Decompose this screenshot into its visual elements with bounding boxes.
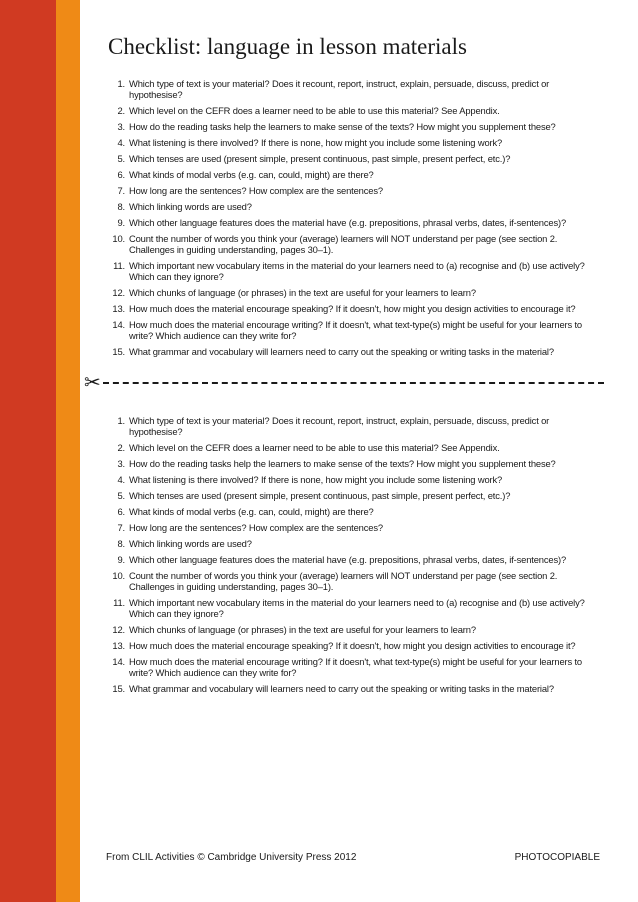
- checklist-item: [104, 105, 604, 116]
- item-number: 6.: [117, 169, 125, 180]
- item-text: Which level on the CEFR does a learner need to be able to use this material? See Appendix.: [129, 105, 500, 116]
- checklist-item: [104, 78, 604, 100]
- item-number: 7.: [117, 522, 125, 533]
- checklist-item: [104, 538, 604, 549]
- item-number: 7.: [117, 185, 125, 196]
- checklist-item: [104, 490, 604, 501]
- item-text: How much does the material encourage writing? If it doesn't, what text-type(s) might be useful for your learners to write? Which audience can they write for?: [129, 656, 582, 678]
- checklist-item: [104, 597, 604, 619]
- dashed-cut-line: [103, 382, 604, 384]
- footer-photocopiable: PHOTOCOPIABLE: [514, 852, 600, 863]
- checklist-item: [104, 303, 604, 314]
- item-number: 5.: [117, 153, 125, 164]
- checklist-item: [104, 506, 604, 517]
- item-text: What kinds of modal verbs (e.g. can, could, might) are there?: [129, 169, 374, 180]
- item-text: Which tenses are used (present simple, present continuous, past simple, present perfect, etc.)?: [129, 153, 511, 164]
- checklist-item: [104, 458, 604, 469]
- item-number: 4.: [117, 137, 125, 148]
- item-number: 14.: [112, 319, 125, 330]
- item-number: 12.: [112, 287, 125, 298]
- checklist-item: [104, 260, 604, 282]
- item-number: 14.: [112, 656, 125, 667]
- checklist-bottom: [104, 415, 604, 699]
- item-text: How do the reading tasks help the learners to make sense of the texts? How might you supplement these?: [129, 458, 556, 469]
- item-text: How much does the material encourage speaking? If it doesn't, how might you design activities to encourage it?: [129, 303, 576, 314]
- item-text: How do the reading tasks help the learners to make sense of the texts? How might you supplement these?: [129, 121, 556, 132]
- item-number: 9.: [117, 217, 125, 228]
- item-text: Which linking words are used?: [129, 201, 252, 212]
- item-text: What listening is there involved? If there is none, how might you include some listening work?: [129, 474, 503, 485]
- item-number: 13.: [112, 303, 125, 314]
- item-number: 5.: [117, 490, 125, 501]
- checklist-item: [104, 287, 604, 298]
- checklist-item: [104, 217, 604, 228]
- item-number: 3.: [117, 121, 125, 132]
- cut-line: [84, 373, 604, 393]
- item-number: 15.: [112, 346, 125, 357]
- checklist-item: [104, 169, 604, 180]
- item-text: How much does the material encourage writing? If it doesn't, what text-type(s) might be useful for your learners to write? Which audience can they write for?: [129, 319, 582, 341]
- item-text: Which level on the CEFR does a learner need to be able to use this material? See Appendix.: [129, 442, 500, 453]
- item-text: How much does the material encourage speaking? If it doesn't, how might you design activities to encourage it?: [129, 640, 576, 651]
- checklist-item: [104, 121, 604, 132]
- item-text: Which other language features does the material have (e.g. prepositions, phrasal verbs, dates, if-sentences)?: [129, 554, 567, 565]
- item-number: 2.: [117, 442, 125, 453]
- item-text: Count the number of words you think your (average) learners will NOT understand per page (see section 2. Challenges in guiding understanding, pages 30–1).: [129, 233, 558, 255]
- page-title: Checklist: language in lesson materials: [108, 34, 467, 59]
- checklist-item: [104, 137, 604, 148]
- item-text: What kinds of modal verbs (e.g. can, could, might) are there?: [129, 506, 374, 517]
- item-number: 4.: [117, 474, 125, 485]
- item-text: Which important new vocabulary items in the material do your learners need to (a) recognise and (b) use actively? Which can they ignore?: [129, 260, 585, 282]
- item-number: 12.: [112, 624, 125, 635]
- item-number: 10.: [112, 233, 125, 244]
- item-number: 10.: [112, 570, 125, 581]
- checklist-item: [104, 624, 604, 635]
- checklist-item: [104, 474, 604, 485]
- item-number: 1.: [117, 415, 125, 426]
- item-text: Which chunks of language (or phrases) in the text are useful for your learners to learn?: [129, 624, 476, 635]
- item-text: How long are the sentences? How complex are the sentences?: [129, 185, 383, 196]
- footer-source: From CLIL Activities © Cambridge University Press 2012: [106, 852, 357, 863]
- item-text: Which linking words are used?: [129, 538, 252, 549]
- item-text: Count the number of words you think your (average) learners will NOT understand per page (see section 2. Challenges in guiding understanding, pages 30–1).: [129, 570, 558, 592]
- item-text: Which tenses are used (present simple, present continuous, past simple, present perfect, etc.)?: [129, 490, 511, 501]
- checklist-item: [104, 522, 604, 533]
- checklist-item: [104, 656, 604, 678]
- item-text: Which type of text is your material? Does it recount, report, instruct, explain, persuade, discuss, predict or hypothesise?: [129, 78, 550, 100]
- scissors-icon: ✂: [84, 372, 101, 394]
- item-text: Which important new vocabulary items in the material do your learners need to (a) recognise and (b) use actively? Which can they ignore?: [129, 597, 585, 619]
- checklist-item: [104, 442, 604, 453]
- checklist-item: [104, 640, 604, 651]
- checklist-item: [104, 153, 604, 164]
- item-text: Which type of text is your material? Does it recount, report, instruct, explain, persuade, discuss, predict or hypothesise?: [129, 415, 550, 437]
- checklist-top: [104, 78, 604, 362]
- item-number: 11.: [113, 260, 125, 271]
- checklist-item: [104, 346, 604, 357]
- checklist-item: [104, 570, 604, 592]
- checklist-item: [104, 415, 604, 437]
- checklist-item: [104, 201, 604, 212]
- item-number: 8.: [117, 201, 125, 212]
- orange-side-stripe: [56, 0, 80, 902]
- checklist-item: [104, 185, 604, 196]
- checklist-item: [104, 554, 604, 565]
- item-text: What listening is there involved? If there is none, how might you include some listening work?: [129, 137, 503, 148]
- item-text: What grammar and vocabulary will learners need to carry out the speaking or writing tasks in the material?: [129, 346, 554, 357]
- item-number: 11.: [113, 597, 125, 608]
- item-number: 9.: [117, 554, 125, 565]
- red-side-stripe: [0, 0, 56, 902]
- item-number: 8.: [117, 538, 125, 549]
- item-number: 15.: [112, 683, 125, 694]
- item-number: 2.: [117, 105, 125, 116]
- item-text: Which other language features does the material have (e.g. prepositions, phrasal verbs, dates, if-sentences)?: [129, 217, 567, 228]
- checklist-item: [104, 683, 604, 694]
- checklist-item: [104, 319, 604, 341]
- item-text: Which chunks of language (or phrases) in the text are useful for your learners to learn?: [129, 287, 476, 298]
- checklist-item: [104, 233, 604, 255]
- item-number: 3.: [117, 458, 125, 469]
- item-text: What grammar and vocabulary will learners need to carry out the speaking or writing tasks in the material?: [129, 683, 554, 694]
- item-number: 1.: [117, 78, 125, 89]
- item-number: 13.: [112, 640, 125, 651]
- item-number: 6.: [117, 506, 125, 517]
- item-text: How long are the sentences? How complex are the sentences?: [129, 522, 383, 533]
